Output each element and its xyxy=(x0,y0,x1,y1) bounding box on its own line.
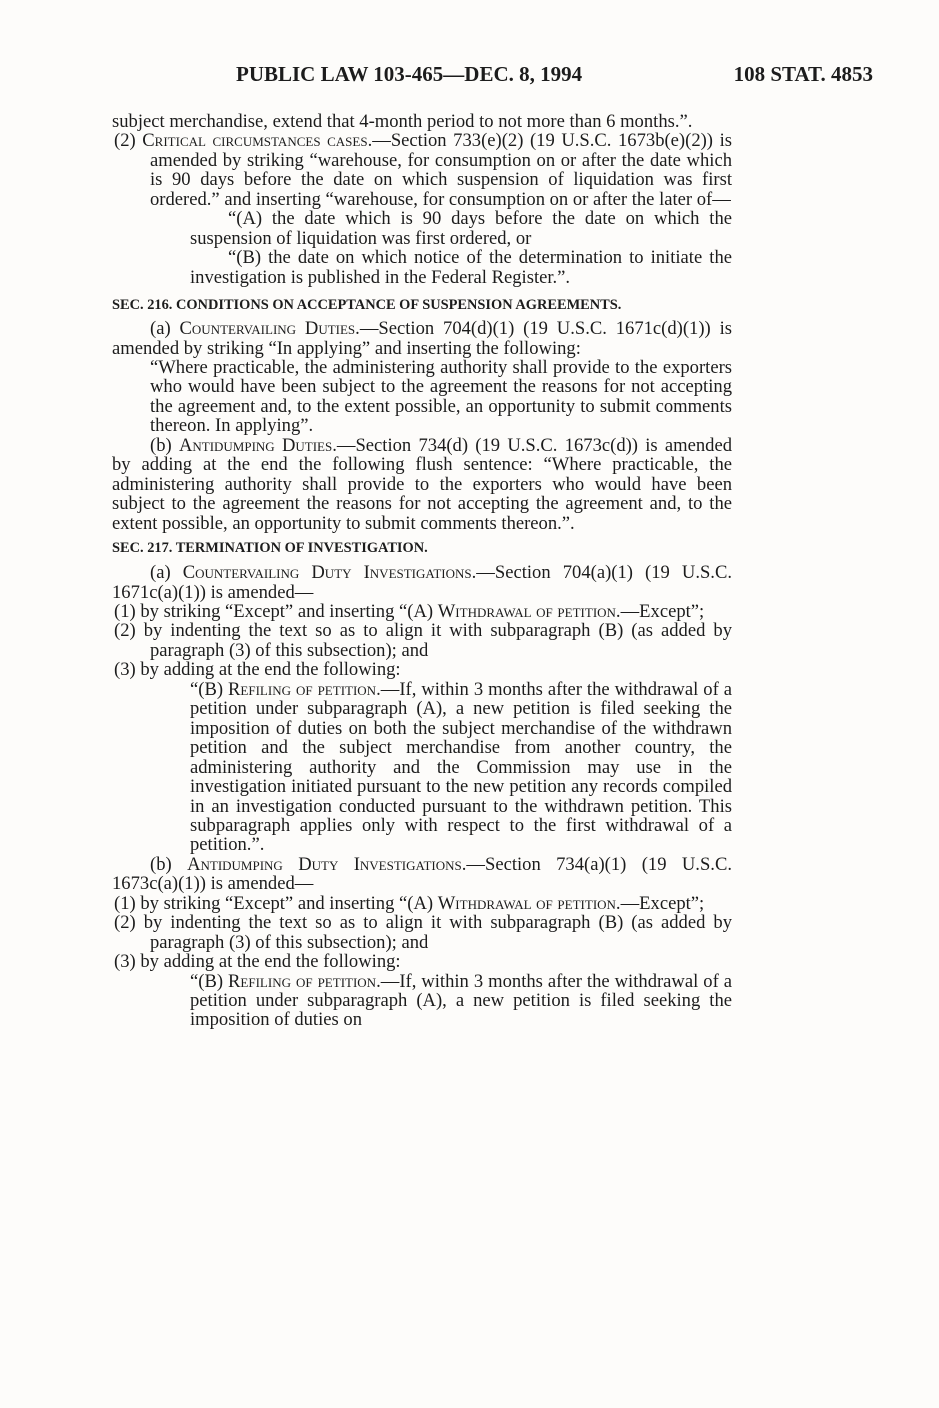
body-paragraph: (b) Antidumping Duties.—Section 734(d) (19 U.S.C. 1673c(d)) is amended by adding at the end the following flush sentence: “Where practicable, the administering authority shall provide to the exporters who would have been subject to the agreement the reasons for not accepting the agreement and, to the extent possible, an opportunity to submit comments thereon.”. xyxy=(112,434,733,534)
body-paragraph: (2) Critical circumstances cases.—Section 733(e)(2) (19 U.S.C. 1673b(e)(2)) is amended by striking “warehouse, for consumption on or after the date which is 90 days before the date on which suspension of liquidation was first ordered.” and inserting “warehouse, for consumption on or after the later of— xyxy=(114,130,732,210)
body-paragraph: (2) by indenting the text so as to align it with subparagraph (B) (as added by paragraph (3) of this subsection); and xyxy=(114,620,732,661)
body-paragraph: “(A) the date which is 90 days before the date on which the suspension of liquidation was first ordered, or xyxy=(190,208,732,249)
section-heading-217: SEC. 217. TERMINATION OF INVESTIGATION. xyxy=(112,540,428,557)
body-paragraph: (a) Countervailing Duties.—Section 704(d)(1) (19 U.S.C. 1671c(d)(1)) is amended by striking “In applying” and inserting the following: xyxy=(112,318,732,359)
quoted-paragraph: “Where practicable, the administering authority shall provide to the exporters who would have been subject to the agreement the reasons for not accepting the agreement and, to the extent possible, an opportunity to submit comments thereon. In applying”. xyxy=(150,356,732,437)
document-body xyxy=(112,112,732,1030)
header-stat-page: 108 STAT. 4853 xyxy=(733,62,873,86)
header-citation: PUBLIC LAW 103-465—DEC. 8, 1994 xyxy=(236,62,583,86)
body-paragraph: (a) Countervailing Duty Investigations.—Section 704(a)(1) (19 U.S.C. 1671c(a)(1)) is amended— xyxy=(112,562,733,603)
quoted-paragraph: “(B) Refiling of petition.—If, within 3 months after the withdrawal of a petition under subparagraph (A), a new petition is filed seeking the imposition of duties on xyxy=(190,970,732,1031)
body-paragraph: (b) Antidumping Duty Investigations.—Section 734(a)(1) (19 U.S.C. 1673c(a)(1)) is amended— xyxy=(112,853,732,895)
body-paragraph: (3) by adding at the end the following: xyxy=(114,659,401,681)
body-paragraph: (2) by indenting the text so as to align it with subparagraph (B) (as added by paragraph (3) of this subsection); and xyxy=(114,912,732,953)
page-header xyxy=(112,62,873,90)
body-paragraph: (3) by adding at the end the following: xyxy=(114,951,401,973)
body-paragraph: (1) by striking “Except” and inserting “(A) Withdrawal of petition.—Except”; xyxy=(114,600,705,622)
body-paragraph: (1) by striking “Except” and inserting “(A) Withdrawal of petition.—Except”; xyxy=(114,892,705,914)
quoted-paragraph: “(B) Refiling of petition.—If, within 3 months after the withdrawal of a petition under subparagraph (A), a new petition is filed seeking the imposition of duties on both the subject merchandise of the withdrawn petition and the subject merchandise from another country, the administering authority and the Commission may use in the investigation initiated pursuant to the new petition any records compiled in an investigation conducted pursuant to the withdrawn petition. This subparagraph applies only with respect to the first withdrawal of a petition.”. xyxy=(190,678,732,856)
body-paragraph: “(B) the date on which notice of the determination to initiate the investigation is published in the Federal Register.”. xyxy=(190,247,732,288)
body-paragraph: subject merchandise, extend that 4-month period to not more than 6 months.”. xyxy=(112,111,693,132)
section-heading-216: SEC. 216. CONDITIONS ON ACCEPTANCE OF SUSPENSION AGREEMENTS. xyxy=(112,297,622,314)
